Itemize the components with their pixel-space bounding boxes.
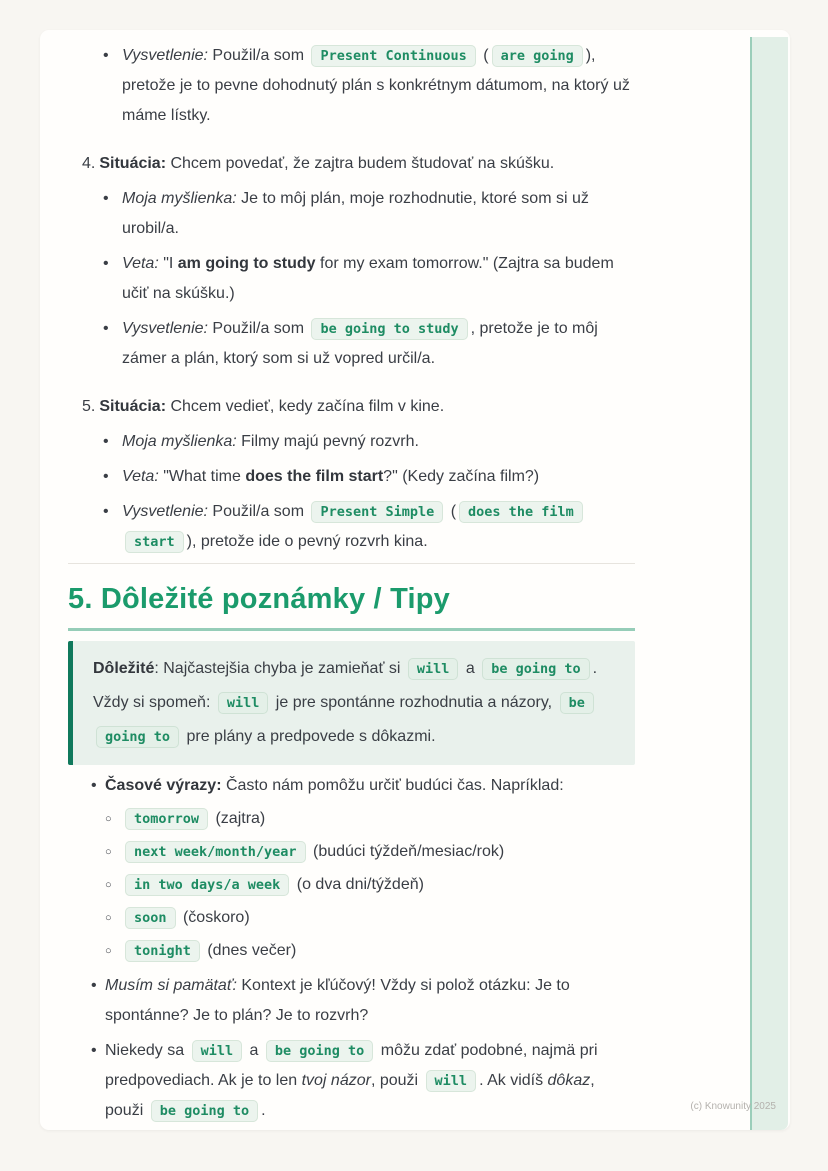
italic-label: Veta: <box>122 255 159 272</box>
bold-text: Situácia: <box>99 398 167 415</box>
text-segment: (čoskoro) <box>178 909 250 926</box>
bullet-list <box>68 41 635 131</box>
text-segment: (zajtra) <box>211 810 266 827</box>
list-item <box>68 971 635 1031</box>
sub-list-item <box>105 903 635 933</box>
circle-marker: ○ <box>105 846 112 858</box>
page-ribbon <box>750 37 788 1130</box>
italic-label: Moja myšlienka: <box>122 433 237 450</box>
text-segment: ( <box>446 503 457 520</box>
text-segment: Použil/a som <box>207 320 309 337</box>
text-segment: , použi <box>105 1072 595 1119</box>
text-segment: : Najčastejšia chyba je zamieňať si <box>154 660 405 677</box>
list-item <box>68 462 635 492</box>
item-number: 4. <box>82 155 96 172</box>
watermark: (c) Knowunity 2025 <box>690 1101 776 1112</box>
text-segment: a <box>461 660 480 677</box>
text-segment: Chcem povedať, že zajtra budem študovať na skúšku. <box>166 155 555 172</box>
list-item-text <box>122 503 586 550</box>
list-item <box>68 427 635 457</box>
italic-label: Vysvetlenie: <box>122 503 208 520</box>
bold-text: Časové výrazy: <box>105 777 222 794</box>
document-content <box>68 30 635 1130</box>
sub-list-item <box>105 936 635 966</box>
bold-text: am going to study <box>177 255 316 272</box>
code-chip: be going to <box>96 692 594 748</box>
code-chip: will <box>426 1070 477 1092</box>
code-chip: be going to <box>151 1100 258 1122</box>
code-chip: will <box>408 658 459 680</box>
callout-box <box>68 641 635 765</box>
text-segment: môžu zdať podobné, najmä pri predpovediach. Ak je to len <box>105 1042 598 1089</box>
bold-text: Dôležité <box>93 660 155 677</box>
italic-label: Veta: <box>122 468 159 485</box>
bullet-marker: • <box>103 468 109 485</box>
bold-text: Situácia: <box>99 155 167 172</box>
code-chip: in two days/a week <box>125 874 289 896</box>
code-chip: tomorrow <box>125 808 208 830</box>
list-item <box>68 771 635 966</box>
sub-item-text <box>122 810 265 827</box>
code-chip: does the film start <box>125 501 583 553</box>
text-segment: (o dva dni/týždeň) <box>292 876 424 893</box>
list-item-text <box>105 977 570 1024</box>
text-segment: Často nám pomôžu určiť budúci čas. Napríklad: <box>221 777 564 794</box>
text-segment: . <box>261 1102 266 1119</box>
text-segment: ), pretože je to pevne dohodnutý plán s konkrétnym dátumom, na ktorý už máme lístky. <box>122 47 630 124</box>
code-chip: next week/month/year <box>125 841 306 863</box>
section-divider <box>68 563 635 564</box>
sub-item-text <box>122 942 296 959</box>
bullet-marker: • <box>103 433 109 450</box>
list-item-text <box>122 433 419 450</box>
text-segment: ( <box>478 47 489 64</box>
code-chip: soon <box>125 907 176 929</box>
bullet-marker: • <box>91 777 97 794</box>
text-segment: , pretože je to môj zámer a plán, ktorý som si už vopred určil/a. <box>122 320 598 367</box>
text-segment: Použil/a som <box>207 503 309 520</box>
circle-marker: ○ <box>105 945 112 957</box>
text-segment: "What time <box>158 468 246 485</box>
code-chip: will <box>218 692 269 714</box>
list-item <box>68 497 635 557</box>
italic-label: Vysvetlenie: <box>122 320 208 337</box>
bold-text: does the film start <box>245 468 384 485</box>
text-segment: Niekedy sa <box>105 1042 189 1059</box>
list-item-text <box>122 320 598 367</box>
code-chip: be going to study <box>311 318 467 340</box>
document-page <box>40 30 790 1130</box>
numbered-item <box>82 149 635 179</box>
list-item <box>68 41 635 131</box>
text-segment: Filmy majú pevný rozvrh. <box>236 433 419 450</box>
bullet-marker: • <box>91 977 97 994</box>
sub-list <box>105 804 635 966</box>
list-item-text <box>105 777 564 794</box>
text-segment: pre plány a predpovede s dôkazmi. <box>182 728 436 745</box>
bullet-list <box>68 427 635 557</box>
text-segment: , použi <box>370 1072 423 1089</box>
text-segment: ), pretože ide o pevný rozvrh kina. <box>186 533 428 550</box>
code-chip: Present Simple <box>311 501 443 523</box>
section-heading: 5. Dôležité poznámky / Tipy <box>68 584 635 631</box>
code-chip: be going to <box>266 1040 373 1062</box>
sub-list-item <box>105 837 635 867</box>
text-segment: . Ak vidíš <box>479 1072 548 1089</box>
italic-label: tvoj názor <box>301 1072 371 1089</box>
callout-text <box>93 652 615 754</box>
text-segment: a <box>245 1042 263 1059</box>
bullet-list <box>68 184 635 374</box>
bullet-marker: • <box>103 190 109 207</box>
item-number: 5. <box>82 398 96 415</box>
code-chip: tonight <box>125 940 200 962</box>
list-item <box>68 314 635 374</box>
sub-list-item <box>105 804 635 834</box>
code-chip: are going <box>492 45 583 67</box>
text-segment: Použil/a som <box>207 47 309 64</box>
circle-marker: ○ <box>105 813 112 825</box>
italic-label: Moja myšlienka: <box>122 190 237 207</box>
text-segment: Je to môj plán, moje rozhodnutie, ktoré som si už urobil/a. <box>122 190 589 237</box>
list-item <box>68 184 635 244</box>
code-chip: be going to <box>482 658 589 680</box>
code-chip: Present Continuous <box>311 45 475 67</box>
text-segment: for my exam tomorrow." (Zajtra sa budem učiť na skúšku.) <box>122 255 614 302</box>
list-item <box>68 249 635 309</box>
italic-label: Vysvetlenie: <box>122 47 208 64</box>
text-segment: . Vždy si spomeň: <box>93 660 598 711</box>
numbered-item <box>82 392 635 422</box>
sub-item-text <box>122 876 424 893</box>
code-chip: will <box>192 1040 243 1062</box>
bullet-marker: • <box>103 503 109 520</box>
list-item-text <box>122 468 539 485</box>
bullet-marker: • <box>103 320 109 337</box>
list-item-text <box>122 47 630 124</box>
list-item <box>68 1036 635 1126</box>
list-item-text <box>122 190 589 237</box>
text-segment: je pre spontánne rozhodnutia a názory, <box>271 694 557 711</box>
text-segment: "I <box>158 255 178 272</box>
sub-item-text <box>122 909 250 926</box>
list-item-text <box>122 255 614 302</box>
bullet-marker: • <box>103 255 109 272</box>
circle-marker: ○ <box>105 879 112 891</box>
bullet-marker: • <box>91 1042 97 1059</box>
bullet-list <box>68 771 635 1126</box>
circle-marker: ○ <box>105 912 112 924</box>
italic-label: dôkaz <box>547 1072 591 1089</box>
text-segment: (dnes večer) <box>202 942 297 959</box>
text-segment: Chcem vedieť, kedy začína film v kine. <box>166 398 445 415</box>
text-segment: ?" (Kedy začína film?) <box>383 468 540 485</box>
list-item-text <box>105 1042 598 1119</box>
sub-item-text <box>122 843 504 860</box>
text-segment: Kontext je kľúčový! Vždy si polož otázku: Je to spontánne? Je to plán? Je to rozvrh? <box>105 977 570 1024</box>
sub-list-item <box>105 870 635 900</box>
bullet-marker: • <box>103 47 109 64</box>
text-segment: (budúci týždeň/mesiac/rok) <box>308 843 505 860</box>
italic-label: Musím si pamätať: <box>105 977 237 994</box>
